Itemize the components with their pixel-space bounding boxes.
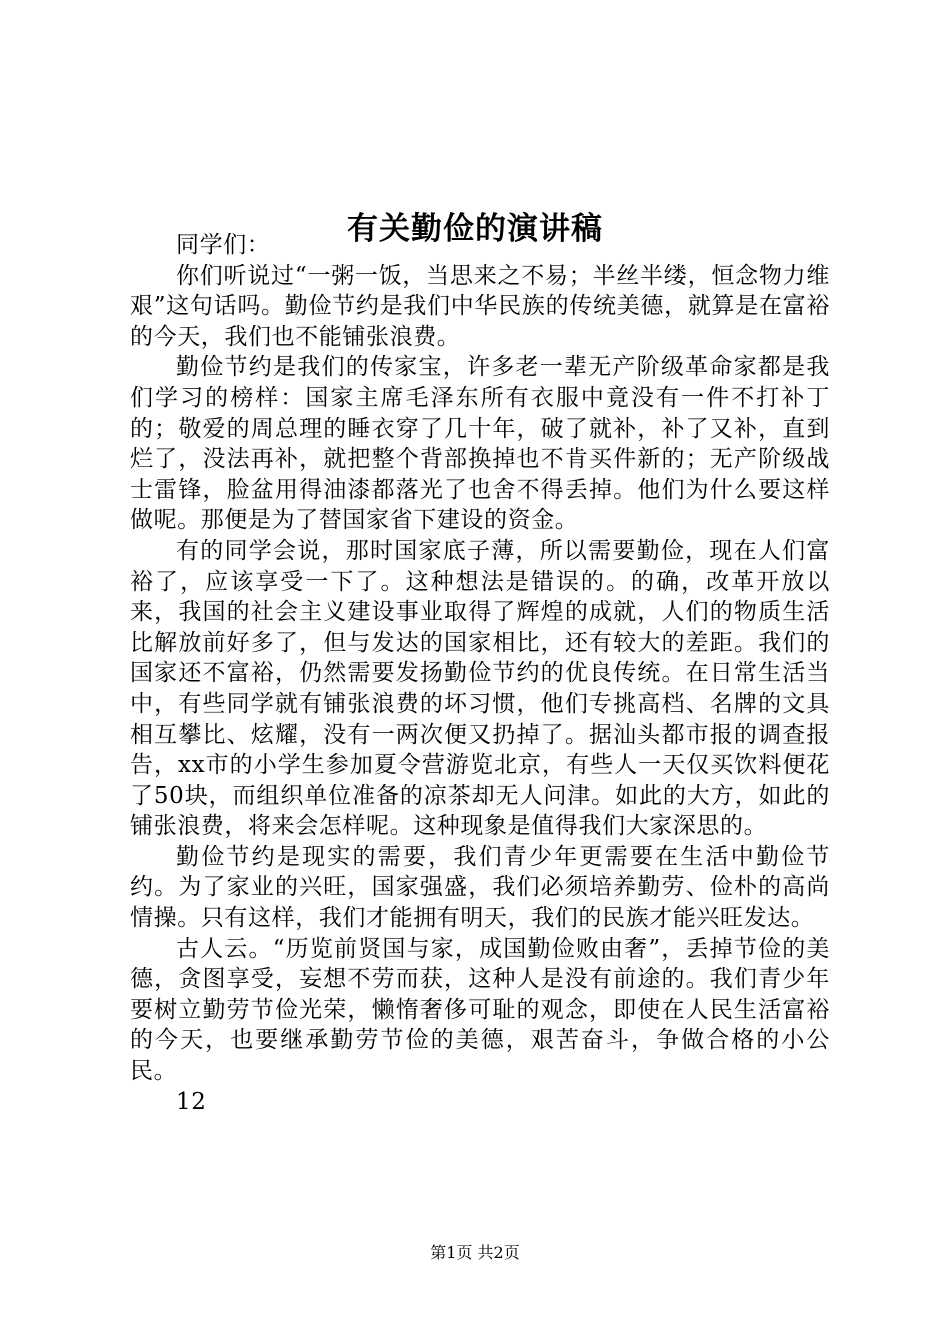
document-title: 有关勤俭的演讲稿 [347,210,603,247]
paragraph-2: 勤俭节约是我们的传家宝，许多老一辈无产阶级革命家都是我们学习的榜样：国家主席毛泽东所有衣服中竟没有一件不打补丁的；敬爱的周总理的睡衣穿了几十年，破了就补，补了又补，直到烂了，没法再补，就把整个背部换掉也不肯买件新的；无产阶级战士雷锋，脸盆用得油漆都落光了也舍不得丢掉。他们为什么要这样做呢。那便是为了替国家省下建设的资金。 [130,354,830,534]
page-footer: 第1页 共2页 [430,1243,520,1262]
salutation: 同学们： [176,232,271,258]
document-body [130,230,830,1117]
paragraph-3: 有的同学会说，那时国家底子薄，所以需要勤俭，现在人们富裕了，应该享受一下了。这种想法是错误的。的确，改革开放以来，我国的社会主义建设事业取得了辉煌的成就，人们的物质生活比解放前好多了，但与发达的国家相比，还有较大的差距。我们的国家还不富裕，仍然需要发扬勤俭节约的优良传统。在日常生活当中，有些同学就有铺张浪费的坏习惯，他们专挑高档、名牌的文具相互攀比、炫耀，没有一两次便又扔掉了。据汕头都市报的调查报告，xx市的小学生参加夏令营游览北京，有些人一天仅买饮料便花了50块，而组织单位准备的凉茶却无人问津。如此的大方，如此的铺张浪费，将来会怎样呢。这种现象是值得我们大家深思的。 [130,537,830,840]
trailing-number: 12 [176,1088,207,1115]
paragraph-4: 勤俭节约是现实的需要，我们青少年更需要在生活中勤俭节约。为了家业的兴旺，国家强盛，我们必须培养勤劳、俭朴的高尚情操。只有这样，我们才能拥有明天，我们的民族才能兴旺发达。 [130,843,830,932]
paragraph-5: 古人云。“历览前贤国与家，成国勤俭败由奢”，丢掉节俭的美德，贪图享受，妄想不劳而获，这种人是没有前途的。我们青少年要树立勤劳节俭光荣，懒惰奢侈可耻的观念，即使在人民生活富裕的今天，也要继承勤劳节俭的美德，艰苦奋斗，争做合格的小公民。 [130,935,830,1085]
paragraph-1: 你们听说过“一粥一饭，当思来之不易；半丝半缕，恒念物力维艰”这句话吗。勤俭节约是我们中华民族的传统美德，就算是在富裕的今天，我们也不能铺张浪费。 [130,262,830,350]
